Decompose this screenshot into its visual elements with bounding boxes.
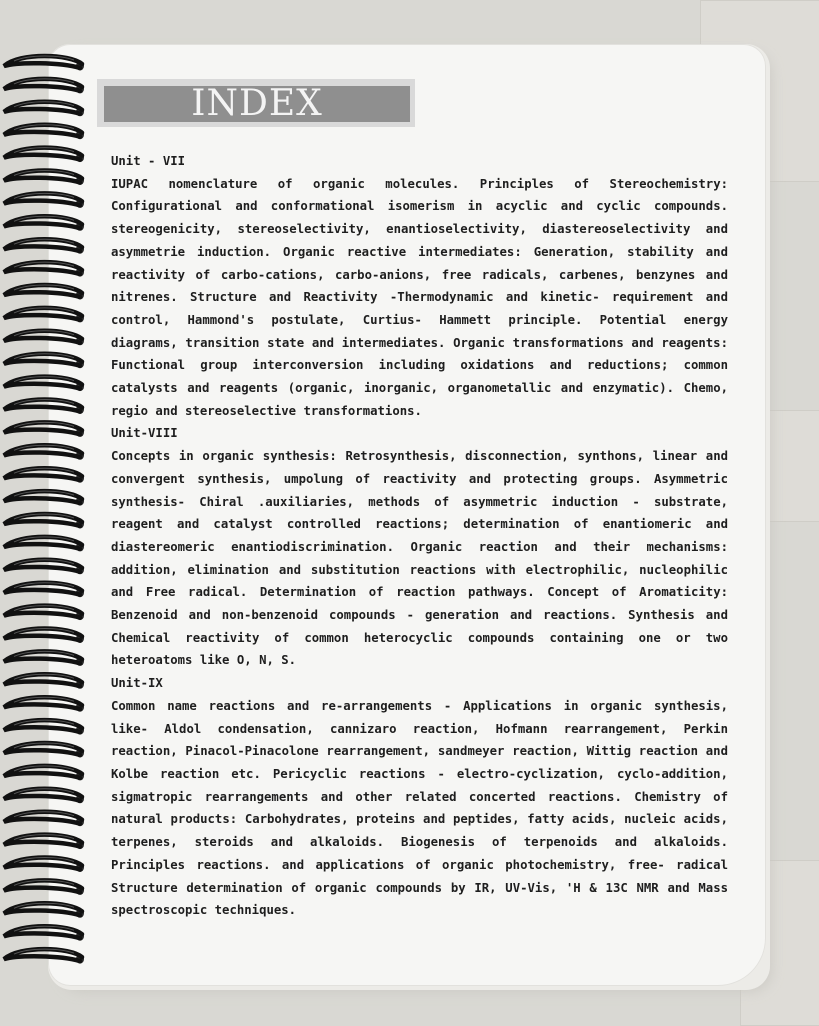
- binding-ring: [4, 697, 84, 712]
- spiral-binding: [0, 40, 100, 990]
- binding-ring: [4, 514, 84, 529]
- binding-ring: [4, 674, 84, 689]
- binding-ring: [4, 926, 84, 941]
- binding-ring: [4, 239, 84, 254]
- binding-ring: [4, 262, 84, 277]
- binding-ring: [4, 583, 84, 598]
- binding-ring: [4, 835, 84, 850]
- binding-ring: [4, 491, 84, 506]
- binding-ring: [4, 171, 84, 186]
- binding-ring: [4, 79, 84, 94]
- binding-ring: [4, 102, 84, 117]
- binding-ring: [4, 422, 84, 437]
- unit-heading: Unit - VII: [111, 154, 186, 168]
- binding-ring: [4, 789, 84, 804]
- binding-ring: [4, 125, 84, 140]
- binding-ring: [4, 766, 84, 781]
- binding-ring: [4, 743, 84, 758]
- binding-ring: [4, 651, 84, 666]
- index-content: [111, 150, 728, 922]
- binding-ring: [4, 148, 84, 163]
- binding-ring: [4, 56, 84, 71]
- binding-ring: [4, 331, 84, 346]
- unit-body: Common name reactions and re-arrangements - Applications in organic synthesis, like- Aldol condensation, cannizaro reaction, Hofmann rearrangement, Perkin reaction, Pinacol-Pinacolone rearrangement, sandmeyer reaction, Wittig reaction and Kolbe reaction etc. Pericyclic reactions - electro-cyclization, cyclo-addition, sigmatropic rearrangements and other related concerted reactions. Chemistry of natural products: Carbohydrates, proteins and peptides, fatty acids, nucleic acids, terpenes, steroids and alkaloids. Biogenesis of terpenoids and alkaloids. Principles reactions. and applications of organic photochemistry, free- radical Structure determination of organic compounds by IR, UV-Vis, 'H & 13C NMR and Mass spectroscopic techniques.: [111, 698, 728, 918]
- binding-ring: [4, 949, 84, 964]
- binding-ring: [4, 285, 84, 300]
- binding-ring: [4, 606, 84, 621]
- index-title-bar: [104, 83, 410, 124]
- unit-heading: Unit-IX: [111, 676, 163, 691]
- binding-ring: [4, 858, 84, 873]
- unit-body: IUPAC nomenclature of organic molecules. Principles of Stereochemistry: Configurational and conformational isomerism in acyclic and cyclic compounds. stereogenicity, stereoselectivity, enantioselectivity, diastereoselectivity and asymmetrie induction. Organic reactive intermediates: Generation, stability and reactivity of carbo-cations, carbo-anions, free radicals, carbenes, benzynes and nitrenes. Structure and Reactivity -Thermodynamic and kinetic- requirement and control, Hammond's postulate, Curtius- Hammett principle. Potential energy diagrams, transition state and intermediates. Organic transformations and reagents: Functional group interconversion including oxidations and reductions; common catalysts and reagents (organic, inorganic, organometallic and enzymatic). Chemo, regio and stereoselective transformations.: [111, 176, 728, 418]
- binding-ring: [4, 468, 84, 483]
- unit-heading: Unit-VIII: [111, 426, 178, 441]
- binding-ring: [4, 629, 84, 644]
- binding-ring: [4, 377, 84, 392]
- binding-ring: [4, 445, 84, 460]
- binding-ring: [4, 903, 84, 918]
- binding-ring: [4, 812, 84, 827]
- unit-body: Concepts in organic synthesis: Retrosynthesis, disconnection, synthons, linear and convergent synthesis, umpolung of reactivity and protecting groups. Asymmetric synthesis- Chiral .auxiliaries, methods of asymmetric induction - substrate, reagent and catalyst controlled reactions; determination of enantiomeric and diastereomeric enantiodiscrimination. Organic reaction and their mechanisms: addition, elimination and substitution reactions with electrophilic, nucleophilic and Free radical. Determination of reaction pathways. Concept of Aromaticity: Benzenoid and non-benzenoid compounds - generation and reactions. Synthesis and Chemical reactivity of common heterocyclic compounds containing one or two heteroatoms like O, N, S.: [111, 449, 728, 668]
- binding-ring: [4, 720, 84, 735]
- binding-ring: [4, 880, 84, 895]
- binding-ring: [4, 537, 84, 552]
- binding-ring: [4, 400, 84, 415]
- index-title: INDEX: [191, 83, 323, 124]
- binding-ring: [4, 216, 84, 231]
- binding-ring: [4, 560, 84, 575]
- binding-ring: [4, 354, 84, 369]
- binding-ring: [4, 193, 84, 208]
- binding-ring: [4, 308, 84, 323]
